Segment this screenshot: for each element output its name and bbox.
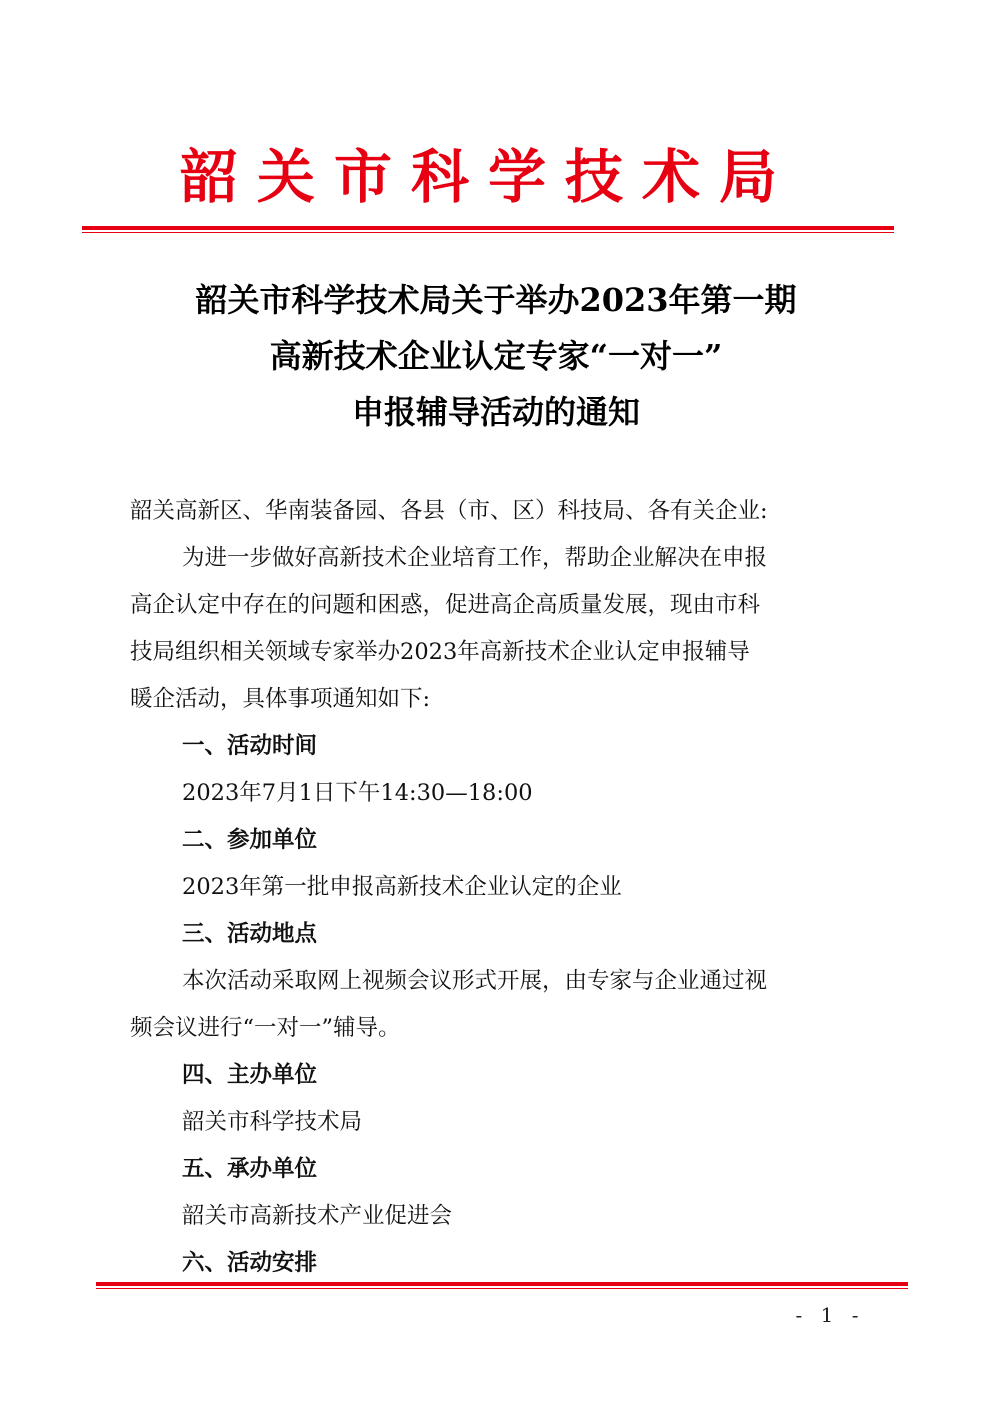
rule-thick-line bbox=[96, 1282, 908, 1286]
section-content-location-continued: 频会议进行“一对一”辅导。 bbox=[130, 1015, 401, 1041]
intro-paragraph-line: 为进一步做好高新技术企业培育工作，帮助企业解决在申报 bbox=[182, 545, 768, 571]
section-heading-participants: 二、参加单位 bbox=[182, 827, 318, 853]
section-content-time: 2023年7月1日下午14:30—18:00 bbox=[182, 780, 533, 806]
intro-paragraph-line: 暖企活动，具体事项通知如下: bbox=[130, 686, 431, 712]
section-heading-time: 一、活动时间 bbox=[182, 733, 318, 759]
title-line-3: 申报辅导活动的通知 bbox=[351, 393, 640, 431]
footer-red-rule bbox=[96, 1282, 908, 1289]
document-body bbox=[130, 488, 870, 1287]
letterhead-red-rule bbox=[82, 226, 894, 233]
letterhead-title: 韶关市科学技术局 bbox=[179, 143, 796, 211]
section-content-location: 本次活动采取网上视频会议形式开展，由专家与企业通过视 bbox=[182, 968, 768, 994]
salutation: 韶关高新区、华南装备园、各县（市、区）科技局、各有关企业: bbox=[130, 498, 768, 524]
rule-thin-line bbox=[96, 1288, 908, 1289]
section-content-participants: 2023年第一批申报高新技术企业认定的企业 bbox=[182, 874, 622, 900]
title-line-2: 高新技术企业认定专家“一对一” bbox=[269, 337, 723, 375]
page-number: - 1 - bbox=[795, 1303, 865, 1327]
title-line-1: 韶关市科学技术局关于举办2023年第一期 bbox=[195, 281, 797, 319]
rule-thick-line bbox=[82, 226, 894, 230]
document-title bbox=[100, 272, 892, 440]
section-heading-arrangement: 六、活动安排 bbox=[182, 1250, 318, 1276]
intro-paragraph-line: 高企认定中存在的问题和困惑，促进高企高质量发展，现由市科 bbox=[130, 592, 761, 618]
section-heading-location: 三、活动地点 bbox=[182, 921, 318, 947]
section-heading-host: 四、主办单位 bbox=[182, 1062, 318, 1088]
section-content-host: 韶关市科学技术局 bbox=[182, 1109, 363, 1135]
intro-paragraph-line: 技局组织相关领域专家举办2023年高新技术企业认定申报辅导 bbox=[130, 639, 750, 665]
rule-thin-line bbox=[82, 232, 894, 233]
section-heading-organizer: 五、承办单位 bbox=[182, 1156, 318, 1182]
section-content-organizer: 韶关市高新技术产业促进会 bbox=[182, 1203, 453, 1229]
